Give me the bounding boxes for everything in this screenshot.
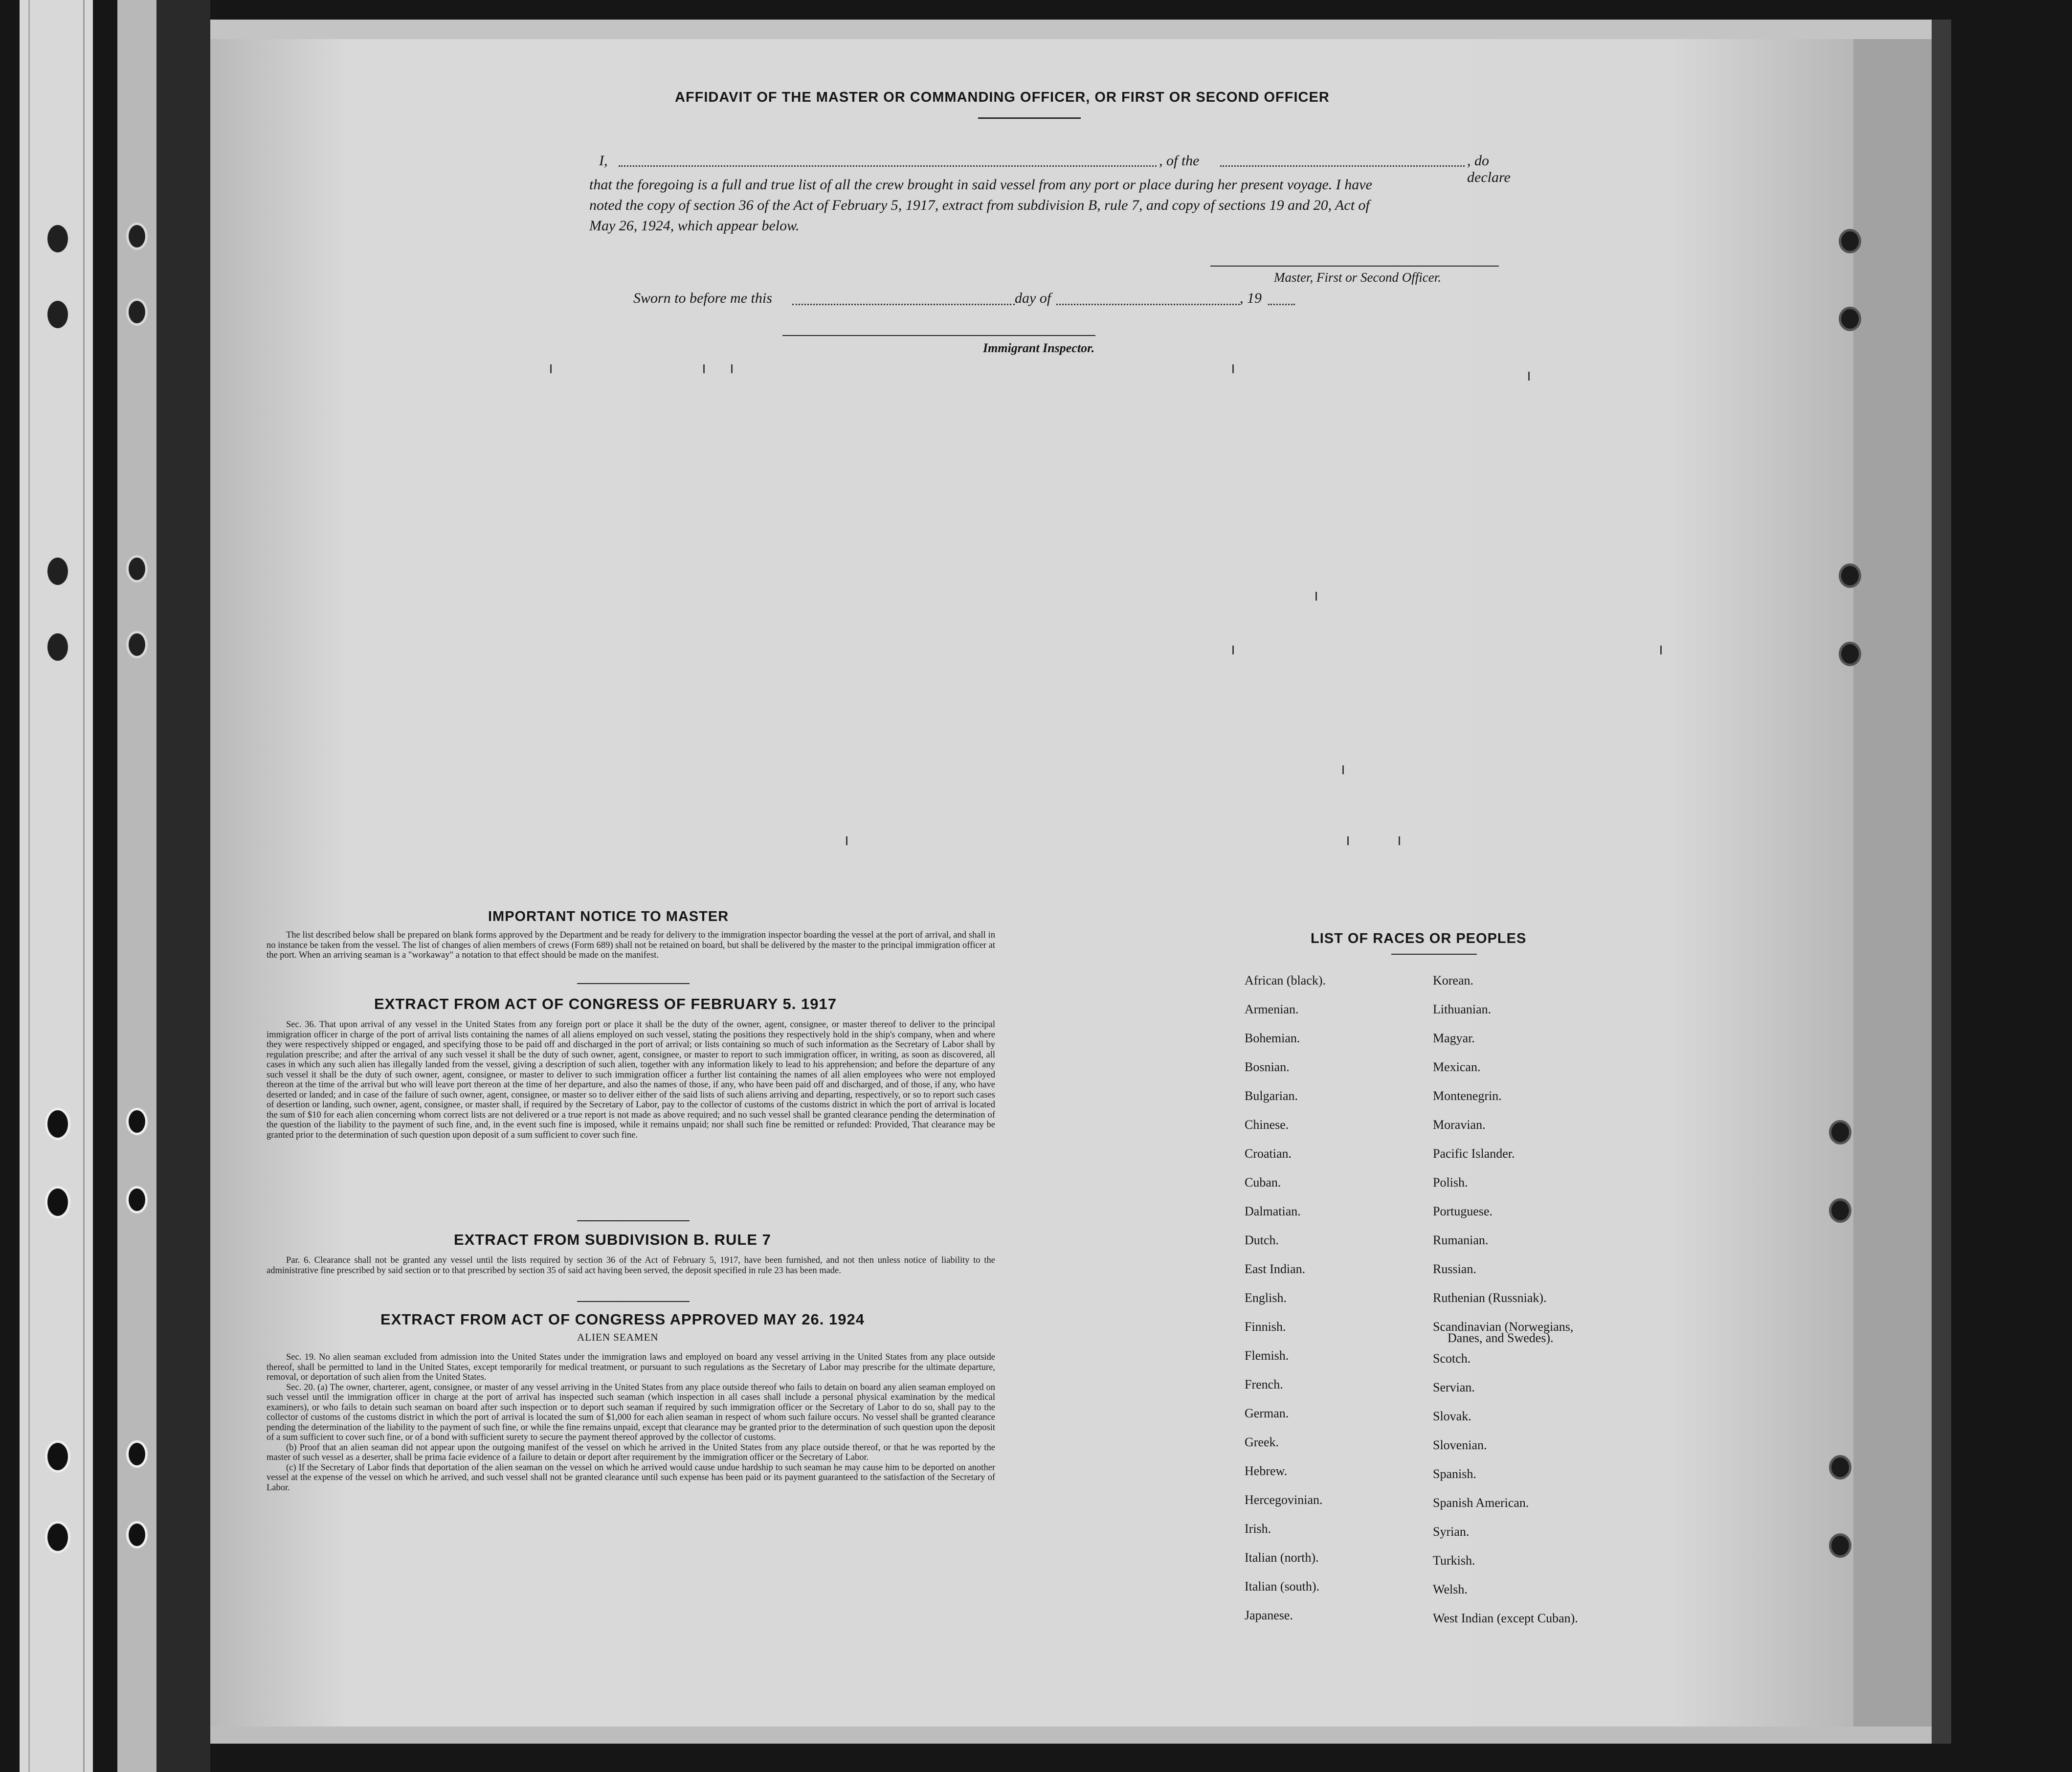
race-item: Syrian. (1433, 1525, 1470, 1539)
race-item: Spanish American. (1433, 1496, 1529, 1510)
mark (1528, 372, 1530, 381)
section-20b-paragraph: (b) Proof that an alien seaman did not appear upon the outgoing manifest of the vessel on which he arrived in the United States from any place outside thereof, or that he was reported by the master of such vessel as a deserter, shall be prima facie evidence of a failure to detain or deport after requirement by the immigration officer or the Secretary of Labor. (267, 1442, 995, 1462)
race-item: Rumanian. (1433, 1233, 1489, 1247)
mark (1399, 836, 1400, 845)
race-item: Korean. (1433, 973, 1474, 987)
section-20c-paragraph: (c) If the Secretary of Labor finds that deportation of the alien seaman on the vessel on which he arrived would cause undue hardship to such seaman he may cause him to be deported on another vessel at the expense of the vessel on which he arrived, and such vessel shall not be granted clearance until such expense has been paid or its payment guaranteed to the satisfaction of the Secretary of Labor. (267, 1462, 995, 1493)
race-item: Welsh. (1433, 1582, 1468, 1596)
section-36-paragraph: Sec. 36. That upon arrival of any vessel in the United States from any foreign port or place it shall be the duty of the owner, agent, consignee, or master thereof to deliver to the principal immigration officer in charge of the port of arrival lists containing the names of all aliens employed on such vessel, stating the positions they respectively hold in the ship's company, when and where they were respectively shipped or engaged, and specifying those to be paid off and discharged in the port of arrival; or lists containing so much of such information as the Secretary of Labor shall by regulation prescribe; and after the arrival of any such vessel it shall be the duty of such owner, agent, consignee, or master to report to such immigration officer, in writing, as soon as discovered, all cases in which any such alien has illegally landed from the vessel, giving a description of such alien, together with any information likely to lead to his apprehension; and before the departure of any such vessel it shall be the duty of such owner, agent, consignee, or master to deliver to such immigration officer a further list containing the names of all alien employees who were not employed thereon at the time of the arrival but who will leave port thereon at the time of her departure, and also the names of those, if any, who have been paid off and discharged, and of those, if any, who have deserted or landed; and in case of the failure of such owner, agent, consignee, or master so to deliver either of the said lists of such aliens arriving and departing, respectively, or so to report such cases of desertion or landing, such owner, agent, consignee, or master shall, if required by the Secretary of Labor, pay to the collector of customs of the customs district in which the port of arrival is located the sum of $10 for each alien concerning whom correct lists are not delivered or a true report is not made as above required; and no such vessel shall be granted clearance pending the determination of the question of the liability to the payment of such fine, and, in the event such fine is imposed, while it remains unpaid; nor shall such fine be remitted or refunded: Provided, That clearance may be granted prior to the determination of such question upon deposit of a sum sufficient to cover such fine. (267, 1020, 995, 1140)
mark (1342, 765, 1344, 774)
punch-hole (45, 1108, 70, 1140)
mark (550, 364, 552, 373)
punch-hole (126, 555, 148, 583)
punch-hole (126, 1440, 148, 1468)
punch-hole (1839, 642, 1861, 666)
race-item: German. (1245, 1406, 1289, 1420)
mark (731, 364, 733, 373)
sworn-date-blank[interactable] (792, 304, 1015, 305)
race-item: Bulgarian. (1245, 1089, 1298, 1103)
section-divider (577, 1220, 690, 1221)
notice-paragraph: The list described below shall be prepared on blank forms approved by the Department and be ready for delivery to the immigration inspector boarding the vessel at the port of arrival, and shall in no instance be taken from the vessel. The list of changes of alien members of crews (Form 689) shall not be retained on board, but shall be delivered by the master to the principal immigration officer at the port. When an arriving seaman is a "workaway" a notation to that effect should be made on the manifest. (267, 930, 995, 960)
race-item: Polish. (1433, 1175, 1468, 1189)
notice-title: IMPORTANT NOTICE TO MASTER (488, 909, 729, 924)
punch-hole (45, 1440, 70, 1473)
race-item: Hercegovinian. (1245, 1493, 1323, 1507)
rule7-text (267, 1256, 995, 1276)
punch-hole (1829, 1533, 1851, 1558)
race-item: Cuban. (1245, 1175, 1281, 1189)
punch-hole (1829, 1455, 1851, 1480)
race-item: African (black). (1245, 973, 1326, 987)
races-title: LIST OF RACES OR PEOPLES (1311, 931, 1527, 946)
section-20a-paragraph: Sec. 20. (a) The owner, charterer, agent, consignee, or master of any vessel arriving in the United States from any place outside thereof who fails to detain on board any alien seaman employed on such vessel until the immigration officer in charge at the port of arrival has inspected such seaman (which inspection in all cases shall include a personal physical examination by the medical examiners), or who fails to detain such seaman on board after such inspection or to deport such seaman if required by such immigration officer or the Secretary of Labor to do so, shall pay to the collector of customs of the customs district in which the port of arrival is located the sum of $1,000 for each alien seaman in respect of whom such failure occurs. No vessel shall be granted clearance pending the determination of the liability to the payment of such fine, or while the fine remains unpaid, except that clearance may be granted prior to the determination of such question upon the deposit of a sum sufficient to cover such fine, or of a bond with sufficient surety to secure the payment thereof approved by the collector of customs. (267, 1382, 995, 1442)
race-item: Servian. (1433, 1380, 1475, 1394)
race-item: Armenian. (1245, 1002, 1299, 1016)
master-signature-line[interactable] (1210, 266, 1499, 267)
sworn-line (633, 290, 1318, 307)
race-item: French. (1245, 1377, 1283, 1391)
vessel-blank[interactable] (1220, 165, 1465, 167)
punch-hole (45, 223, 70, 255)
extract-1917-text (267, 1020, 995, 1140)
mark (846, 836, 847, 845)
race-item: Mexican. (1433, 1060, 1481, 1074)
affidavit-title: AFFIDAVIT OF THE MASTER OR COMMANDING OFFICER, OR FIRST OR SECOND OFFICER (675, 90, 1330, 105)
punch-hole (1829, 1198, 1851, 1223)
punch-hole (45, 555, 70, 587)
race-item: Turkish. (1433, 1553, 1475, 1568)
race-item: Flemish. (1245, 1348, 1289, 1363)
race-item: Bosnian. (1245, 1060, 1290, 1074)
punch-hole (126, 1186, 148, 1213)
year-blank[interactable] (1268, 304, 1295, 305)
races-right-column (1433, 966, 1578, 1633)
race-item: Russian. (1433, 1262, 1476, 1276)
race-item: Italian (south). (1245, 1579, 1320, 1593)
race-item: Irish. (1245, 1522, 1271, 1536)
inspector-signature-line[interactable] (782, 335, 1095, 336)
punch-hole (126, 298, 148, 326)
punch-hole (126, 631, 148, 658)
extract-1924-title: EXTRACT FROM ACT OF CONGRESS APPROVED MAY 26. 1924 (380, 1311, 865, 1328)
punch-hole (126, 1108, 148, 1135)
race-item: Finnish. (1245, 1320, 1286, 1334)
title-underline (978, 117, 1081, 119)
race-item: West Indian (except Cuban). (1433, 1611, 1578, 1625)
race-item: Japanese. (1245, 1608, 1293, 1622)
mark (1232, 364, 1234, 373)
punch-hole (1839, 229, 1861, 253)
day-of-label: day of (1015, 290, 1051, 306)
race-item: Croatian. (1245, 1146, 1292, 1161)
punch-hole (45, 1186, 70, 1218)
notice-text (267, 930, 995, 961)
name-blank[interactable] (619, 165, 1157, 167)
race-item: Greek. (1245, 1435, 1279, 1449)
race-item: Slovak. (1433, 1409, 1471, 1423)
race-item: Pacific Islander. (1433, 1146, 1515, 1161)
sworn-label: Sworn to before me this (633, 290, 772, 306)
race-item: East Indian. (1245, 1262, 1306, 1276)
race-item: Dalmatian. (1245, 1204, 1301, 1218)
affidavit-line-1 (599, 153, 1528, 185)
punch-hole (1839, 307, 1861, 331)
affidavit-of-the-label: , of the (1159, 153, 1200, 169)
race-item: Lithuanian. (1433, 1002, 1492, 1016)
affidavit-line-4: May 26, 1924, which appear below. (589, 218, 800, 234)
punch-hole (1839, 563, 1861, 588)
rule7-paragraph: Par. 6. Clearance shall not be granted any vessel until the lists required by section 36 of the Act of February 5, 1917, have been furnished, and not then unless notice of liability to the administrative fine prescribed by said section or to that prescribed by section 35 of said act having been served, the deposit specified in rule 23 has been made. (267, 1256, 995, 1276)
affidavit-i-label: I, (599, 153, 608, 169)
race-item-continuation: Danes, and Swedes). (1448, 1331, 1554, 1345)
section-divider (577, 1301, 690, 1302)
affidavit-declare-label: , do declare (1467, 153, 1511, 185)
master-signature-label: Master, First or Second Officer. (1274, 270, 1441, 285)
races-underline (1391, 954, 1477, 955)
mark (1315, 592, 1317, 601)
race-item: Bohemian. (1245, 1031, 1300, 1045)
mark (1660, 646, 1662, 654)
extract-1924-text (267, 1352, 995, 1493)
race-item: Chinese. (1245, 1118, 1289, 1132)
punch-hole (126, 223, 148, 250)
extract-1917-title: EXTRACT FROM ACT OF CONGRESS OF FEBRUARY 5. 1917 (374, 995, 837, 1012)
race-item: Moravian. (1433, 1118, 1486, 1132)
inspector-label: Immigrant Inspector. (983, 341, 1095, 355)
year-label: , 19 (1240, 290, 1262, 306)
race-item: Slovenian. (1433, 1438, 1487, 1452)
affidavit-line-3: noted the copy of section 36 of the Act of February 5, 1917, extract from subdivision B, rule 7, and copy of sections 19 and 20, Act of (589, 197, 1370, 213)
punch-hole (126, 1521, 148, 1548)
race-item: English. (1245, 1291, 1287, 1305)
punch-hole (45, 1521, 70, 1553)
punch-hole (45, 631, 70, 663)
race-item: Scotch. (1433, 1351, 1471, 1366)
section-19-paragraph: Sec. 19. No alien seaman excluded from admission into the United States under the immigration laws and employed on board any vessel arriving in the United States from any place outside thereof, shall be permitted to land in the United States, except temporarily for medical treatment, or pursuant to such regulations as the Secretary of Labor may prescribe for the ultimate departure, removal, or deportation of such alien from the United States. (267, 1352, 995, 1382)
race-item: Montenegrin. (1433, 1089, 1502, 1103)
mark (1347, 836, 1349, 845)
race-item: Italian (north). (1245, 1550, 1319, 1565)
race-item: Scandinavian (Norwegians, (1433, 1320, 1574, 1334)
race-item: Dutch. (1245, 1233, 1279, 1247)
race-item: Hebrew. (1245, 1464, 1288, 1478)
punch-hole (1829, 1120, 1851, 1144)
month-blank[interactable] (1056, 304, 1240, 305)
mark (1232, 646, 1234, 654)
race-item: Portuguese. (1433, 1204, 1493, 1218)
rule7-title: EXTRACT FROM SUBDIVISION B. RULE 7 (454, 1231, 771, 1248)
alien-seamen-subtitle: ALIEN SEAMEN (577, 1331, 659, 1343)
mark (703, 364, 705, 373)
affidavit-line-2: that the foregoing is a full and true list of all the crew brought in said vessel from any port or place during her present voyage. I have (589, 177, 1372, 193)
section-divider (577, 983, 690, 984)
race-item: Magyar. (1433, 1031, 1475, 1045)
race-item: Ruthenian (Russniak). (1433, 1291, 1547, 1305)
punch-hole (45, 298, 70, 331)
race-item: Spanish. (1433, 1467, 1476, 1481)
races-left-column (1245, 966, 1326, 1630)
